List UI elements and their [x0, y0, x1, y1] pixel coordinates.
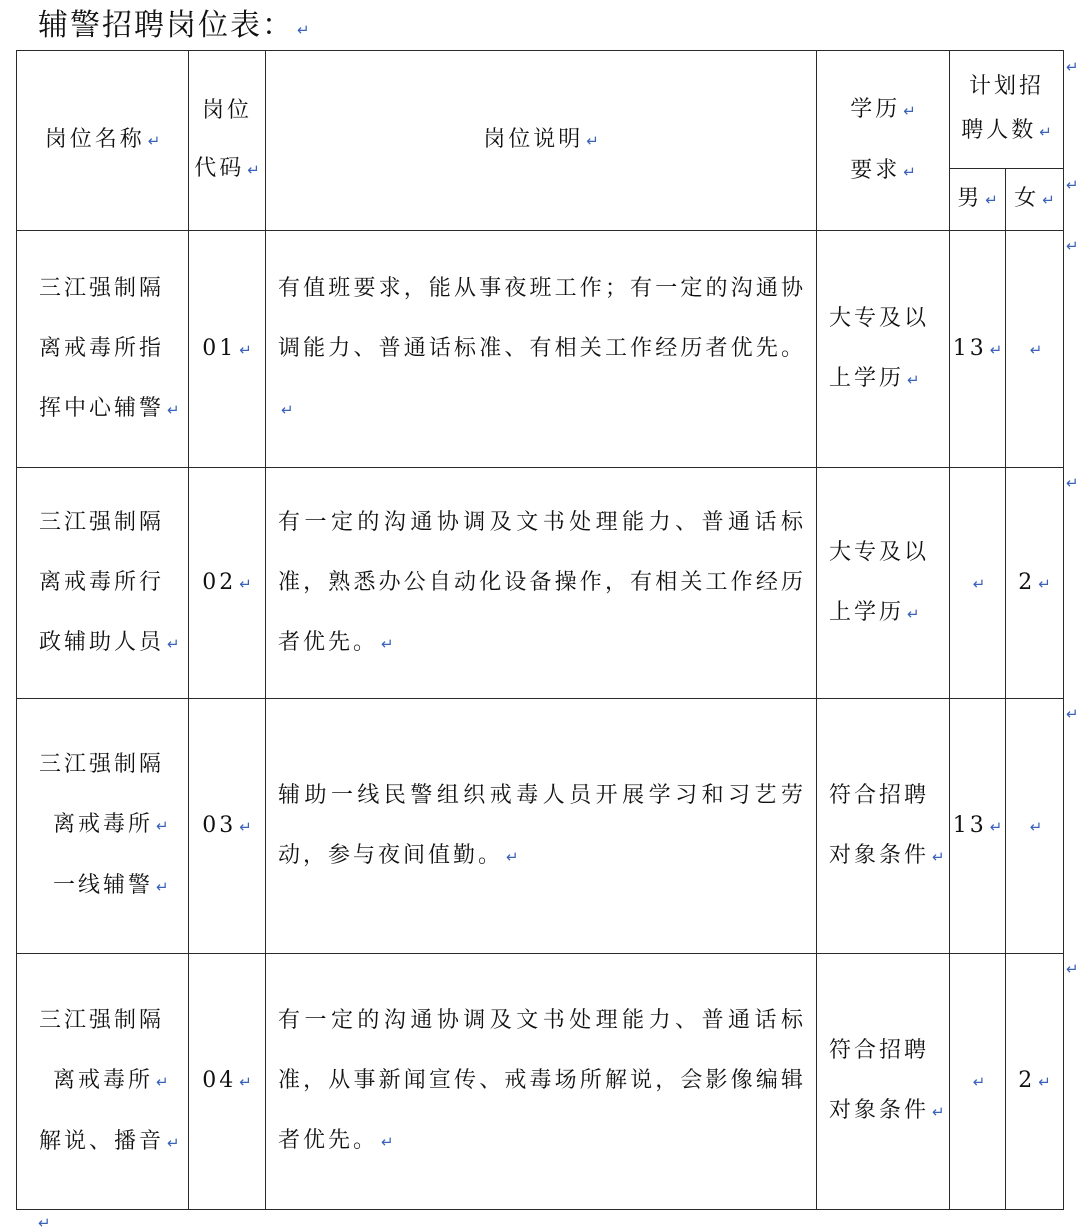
male-count-cell: ↵	[950, 954, 1006, 1210]
post-description-cell: 有一定的沟通协调及文书处理能力、普通话标准，从事新闻宣传、戒毒场所解说，会影像编辑者优先。 ↵	[266, 954, 817, 1210]
row-end-mark-icon: ↵	[1066, 237, 1079, 255]
table-row	[17, 699, 1064, 954]
post-description-cell: 有值班要求，能从事夜班工作；有一定的沟通协调能力、普通话标准、有相关工作经历者优先。↵	[266, 231, 817, 468]
male-count-cell: ↵	[950, 468, 1006, 699]
post-name-cell: 三江强制隔 离戒毒所行 政辅助人员 ↵	[17, 468, 189, 699]
header-education: 学历 ↵ 要求 ↵	[817, 51, 950, 231]
post-name-cell: 三江强制隔 离戒毒所 ↵ 一线辅警 ↵	[17, 699, 189, 954]
header-post-name: 岗位名称 ↵	[17, 51, 189, 231]
header-female: 女 ↵	[1006, 169, 1064, 231]
row-end-mark-icon: ↵	[1066, 58, 1079, 76]
recruitment-table	[16, 50, 1064, 1210]
post-description-cell: 有一定的沟通协调及文书处理能力、普通话标准，熟悉办公自动化设备操作，有相关工作经历者优先。 ↵	[266, 468, 817, 699]
table-row	[17, 954, 1064, 1210]
post-name-cell: 三江强制隔 离戒毒所指 挥中心辅警 ↵	[17, 231, 189, 468]
female-count-cell: ↵	[1006, 231, 1064, 468]
header-post-description: 岗位说明 ↵	[266, 51, 817, 231]
row-end-mark-icon: ↵	[1066, 474, 1079, 492]
female-count-cell: ↵	[1006, 699, 1064, 954]
paragraph-mark-icon: ↵	[297, 21, 310, 39]
male-count-cell: 13 ↵	[950, 231, 1006, 468]
post-description-cell: 辅助一线民警组织戒毒人员开展学习和习艺劳动，参与夜间值勤。 ↵	[266, 699, 817, 954]
header-planned-count: 计划招 聘人数 ↵	[950, 51, 1064, 169]
header-male: 男 ↵	[950, 169, 1006, 231]
row-end-mark-icon: ↵	[1066, 960, 1079, 978]
row-end-mark-icon: ↵	[1066, 705, 1079, 723]
table-row	[17, 468, 1064, 699]
page-title: 辅警招聘岗位表： ↵	[38, 8, 310, 43]
paragraph-end-mark-icon: ↵	[38, 1214, 51, 1232]
education-cell: 符合招聘 对象条件 ↵	[817, 699, 950, 954]
post-code-cell: 04 ↵	[189, 954, 266, 1210]
header-post-code: 岗位 代码 ↵	[189, 51, 266, 231]
post-code-cell: 01 ↵	[189, 231, 266, 468]
post-code-cell: 02 ↵	[189, 468, 266, 699]
header-row	[17, 51, 1064, 169]
female-count-cell: 2 ↵	[1006, 954, 1064, 1210]
table-row	[17, 231, 1064, 468]
education-cell: 符合招聘 对象条件 ↵	[817, 954, 950, 1210]
row-end-mark-icon: ↵	[1066, 176, 1079, 194]
post-code-cell: 03 ↵	[189, 699, 266, 954]
male-count-cell: 13 ↵	[950, 699, 1006, 954]
female-count-cell: 2 ↵	[1006, 468, 1064, 699]
education-cell: 大专及以 上学历 ↵	[817, 231, 950, 468]
education-cell: 大专及以 上学历 ↵	[817, 468, 950, 699]
post-name-cell: 三江强制隔 离戒毒所 ↵ 解说、播音 ↵	[17, 954, 189, 1210]
